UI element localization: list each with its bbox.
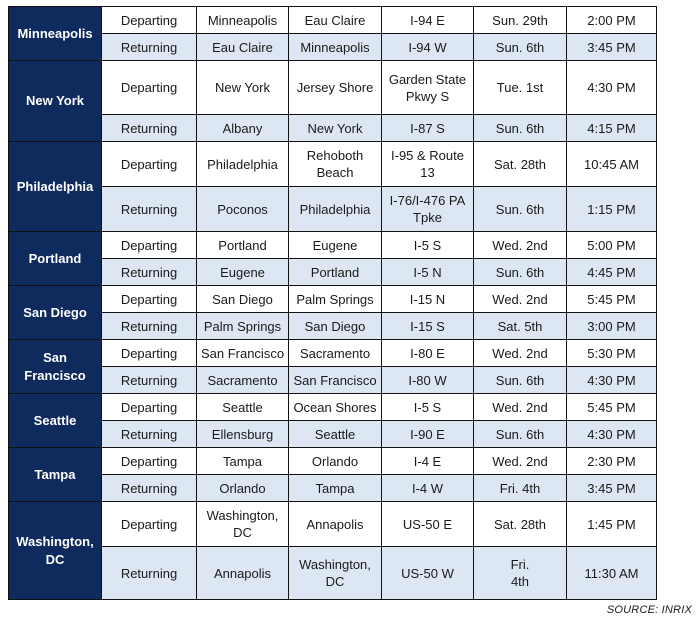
city-name-cell: Minneapolis	[9, 7, 102, 61]
time-cell: 3:00 PM	[567, 313, 657, 340]
time-cell: 3:45 PM	[567, 34, 657, 61]
origin-cell: Annapolis	[197, 547, 289, 600]
table-row	[9, 547, 657, 600]
date-cell: Tue. 1st	[474, 61, 567, 115]
direction-cell: Departing	[102, 61, 197, 115]
origin-cell: Philadelphia	[197, 142, 289, 187]
destination-cell: Palm Springs	[289, 286, 382, 313]
city-name-cell: Portland	[9, 232, 102, 286]
destination-cell: Eau Claire	[289, 7, 382, 34]
table-row	[9, 475, 657, 502]
source-note: SOURCE: INRIX	[606, 604, 692, 616]
direction-cell: Departing	[102, 286, 197, 313]
destination-cell: Minneapolis	[289, 34, 382, 61]
time-cell: 4:45 PM	[567, 259, 657, 286]
date-cell: Sun. 6th	[474, 259, 567, 286]
direction-cell: Returning	[102, 547, 197, 600]
date-cell: Wed. 2nd	[474, 232, 567, 259]
destination-cell: Annapolis	[289, 502, 382, 547]
city-name-cell: Tampa	[9, 448, 102, 502]
origin-cell: Orlando	[197, 475, 289, 502]
table-row	[9, 313, 657, 340]
origin-cell: Tampa	[197, 448, 289, 475]
city-name-cell: San Diego	[9, 286, 102, 340]
route-cell: I-80 E	[382, 340, 474, 367]
time-cell: 4:30 PM	[567, 61, 657, 115]
date-cell: Sun. 6th	[474, 34, 567, 61]
destination-cell: Seattle	[289, 421, 382, 448]
direction-cell: Returning	[102, 34, 197, 61]
table-row	[9, 34, 657, 61]
table-row	[9, 115, 657, 142]
route-cell: I-5 S	[382, 394, 474, 421]
date-cell: Sat. 28th	[474, 502, 567, 547]
route-cell: I-15 N	[382, 286, 474, 313]
table-row	[9, 448, 657, 475]
time-cell: 5:30 PM	[567, 340, 657, 367]
table-row	[9, 367, 657, 394]
table-row	[9, 286, 657, 313]
time-cell: 5:45 PM	[567, 286, 657, 313]
date-cell: Fri. 4th	[474, 475, 567, 502]
date-cell: Sun. 6th	[474, 187, 567, 232]
destination-cell: Washington, DC	[289, 547, 382, 600]
destination-cell: Tampa	[289, 475, 382, 502]
origin-cell: Minneapolis	[197, 7, 289, 34]
direction-cell: Departing	[102, 142, 197, 187]
route-cell: I-15 S	[382, 313, 474, 340]
date-cell: Sat. 28th	[474, 142, 567, 187]
time-cell: 1:15 PM	[567, 187, 657, 232]
direction-cell: Returning	[102, 187, 197, 232]
route-cell: I-5 S	[382, 232, 474, 259]
route-cell: I-4 E	[382, 448, 474, 475]
time-cell: 4:15 PM	[567, 115, 657, 142]
destination-cell: Sacramento	[289, 340, 382, 367]
direction-cell: Returning	[102, 475, 197, 502]
time-cell: 5:00 PM	[567, 232, 657, 259]
time-cell: 4:30 PM	[567, 421, 657, 448]
origin-cell: Seattle	[197, 394, 289, 421]
time-cell: 3:45 PM	[567, 475, 657, 502]
city-name-cell: Philadelphia	[9, 142, 102, 232]
table-row	[9, 340, 657, 367]
date-cell: Sun. 6th	[474, 115, 567, 142]
route-cell: I-76/I-476 PA Tpke	[382, 187, 474, 232]
route-cell: Garden State Pkwy S	[382, 61, 474, 115]
time-cell: 2:30 PM	[567, 448, 657, 475]
route-cell: I-94 W	[382, 34, 474, 61]
table-row	[9, 61, 657, 115]
date-cell: Wed. 2nd	[474, 286, 567, 313]
origin-cell: San Francisco	[197, 340, 289, 367]
city-name-cell: Washington, DC	[9, 502, 102, 600]
route-cell: I-80 W	[382, 367, 474, 394]
destination-cell: San Francisco	[289, 367, 382, 394]
origin-cell: Eugene	[197, 259, 289, 286]
table-row	[9, 502, 657, 547]
origin-cell: San Diego	[197, 286, 289, 313]
origin-cell: Eau Claire	[197, 34, 289, 61]
date-cell: Sun. 29th	[474, 7, 567, 34]
holiday-travel-table	[8, 6, 657, 600]
table-row	[9, 7, 657, 34]
origin-cell: Albany	[197, 115, 289, 142]
direction-cell: Returning	[102, 259, 197, 286]
direction-cell: Departing	[102, 340, 197, 367]
route-cell: I-90 E	[382, 421, 474, 448]
table-row	[9, 259, 657, 286]
table-row	[9, 232, 657, 259]
date-cell: Wed. 2nd	[474, 394, 567, 421]
time-cell: 4:30 PM	[567, 367, 657, 394]
direction-cell: Departing	[102, 448, 197, 475]
destination-cell: San Diego	[289, 313, 382, 340]
direction-cell: Returning	[102, 367, 197, 394]
origin-cell: Sacramento	[197, 367, 289, 394]
origin-cell: Ellensburg	[197, 421, 289, 448]
direction-cell: Departing	[102, 394, 197, 421]
direction-cell: Departing	[102, 232, 197, 259]
city-name-cell: New York	[9, 61, 102, 142]
route-cell: I-4 W	[382, 475, 474, 502]
date-cell: Sat. 5th	[474, 313, 567, 340]
date-cell: Sun. 6th	[474, 367, 567, 394]
origin-cell: Palm Springs	[197, 313, 289, 340]
destination-cell: Rehoboth Beach	[289, 142, 382, 187]
route-cell: I-87 S	[382, 115, 474, 142]
direction-cell: Departing	[102, 7, 197, 34]
direction-cell: Returning	[102, 421, 197, 448]
destination-cell: Philadelphia	[289, 187, 382, 232]
destination-cell: Eugene	[289, 232, 382, 259]
city-name-cell: San Francisco	[9, 340, 102, 394]
destination-cell: New York	[289, 115, 382, 142]
time-cell: 10:45 AM	[567, 142, 657, 187]
time-cell: 11:30 AM	[567, 547, 657, 600]
route-cell: US-50 W	[382, 547, 474, 600]
time-cell: 1:45 PM	[567, 502, 657, 547]
date-cell: Fri. 4th	[474, 547, 567, 600]
route-cell: I-95 & Route 13	[382, 142, 474, 187]
table-row	[9, 394, 657, 421]
origin-cell: Portland	[197, 232, 289, 259]
direction-cell: Returning	[102, 115, 197, 142]
destination-cell: Jersey Shore	[289, 61, 382, 115]
time-cell: 5:45 PM	[567, 394, 657, 421]
origin-cell: Washington, DC	[197, 502, 289, 547]
table-row	[9, 421, 657, 448]
route-cell: I-5 N	[382, 259, 474, 286]
table-row	[9, 142, 657, 187]
direction-cell: Returning	[102, 313, 197, 340]
destination-cell: Orlando	[289, 448, 382, 475]
city-name-cell: Seattle	[9, 394, 102, 448]
origin-cell: New York	[197, 61, 289, 115]
origin-cell: Poconos	[197, 187, 289, 232]
table-row	[9, 187, 657, 232]
date-cell: Wed. 2nd	[474, 340, 567, 367]
route-cell: US-50 E	[382, 502, 474, 547]
direction-cell: Departing	[102, 502, 197, 547]
route-cell: I-94 E	[382, 7, 474, 34]
date-cell: Sun. 6th	[474, 421, 567, 448]
time-cell: 2:00 PM	[567, 7, 657, 34]
destination-cell: Ocean Shores	[289, 394, 382, 421]
destination-cell: Portland	[289, 259, 382, 286]
date-cell: Wed. 2nd	[474, 448, 567, 475]
